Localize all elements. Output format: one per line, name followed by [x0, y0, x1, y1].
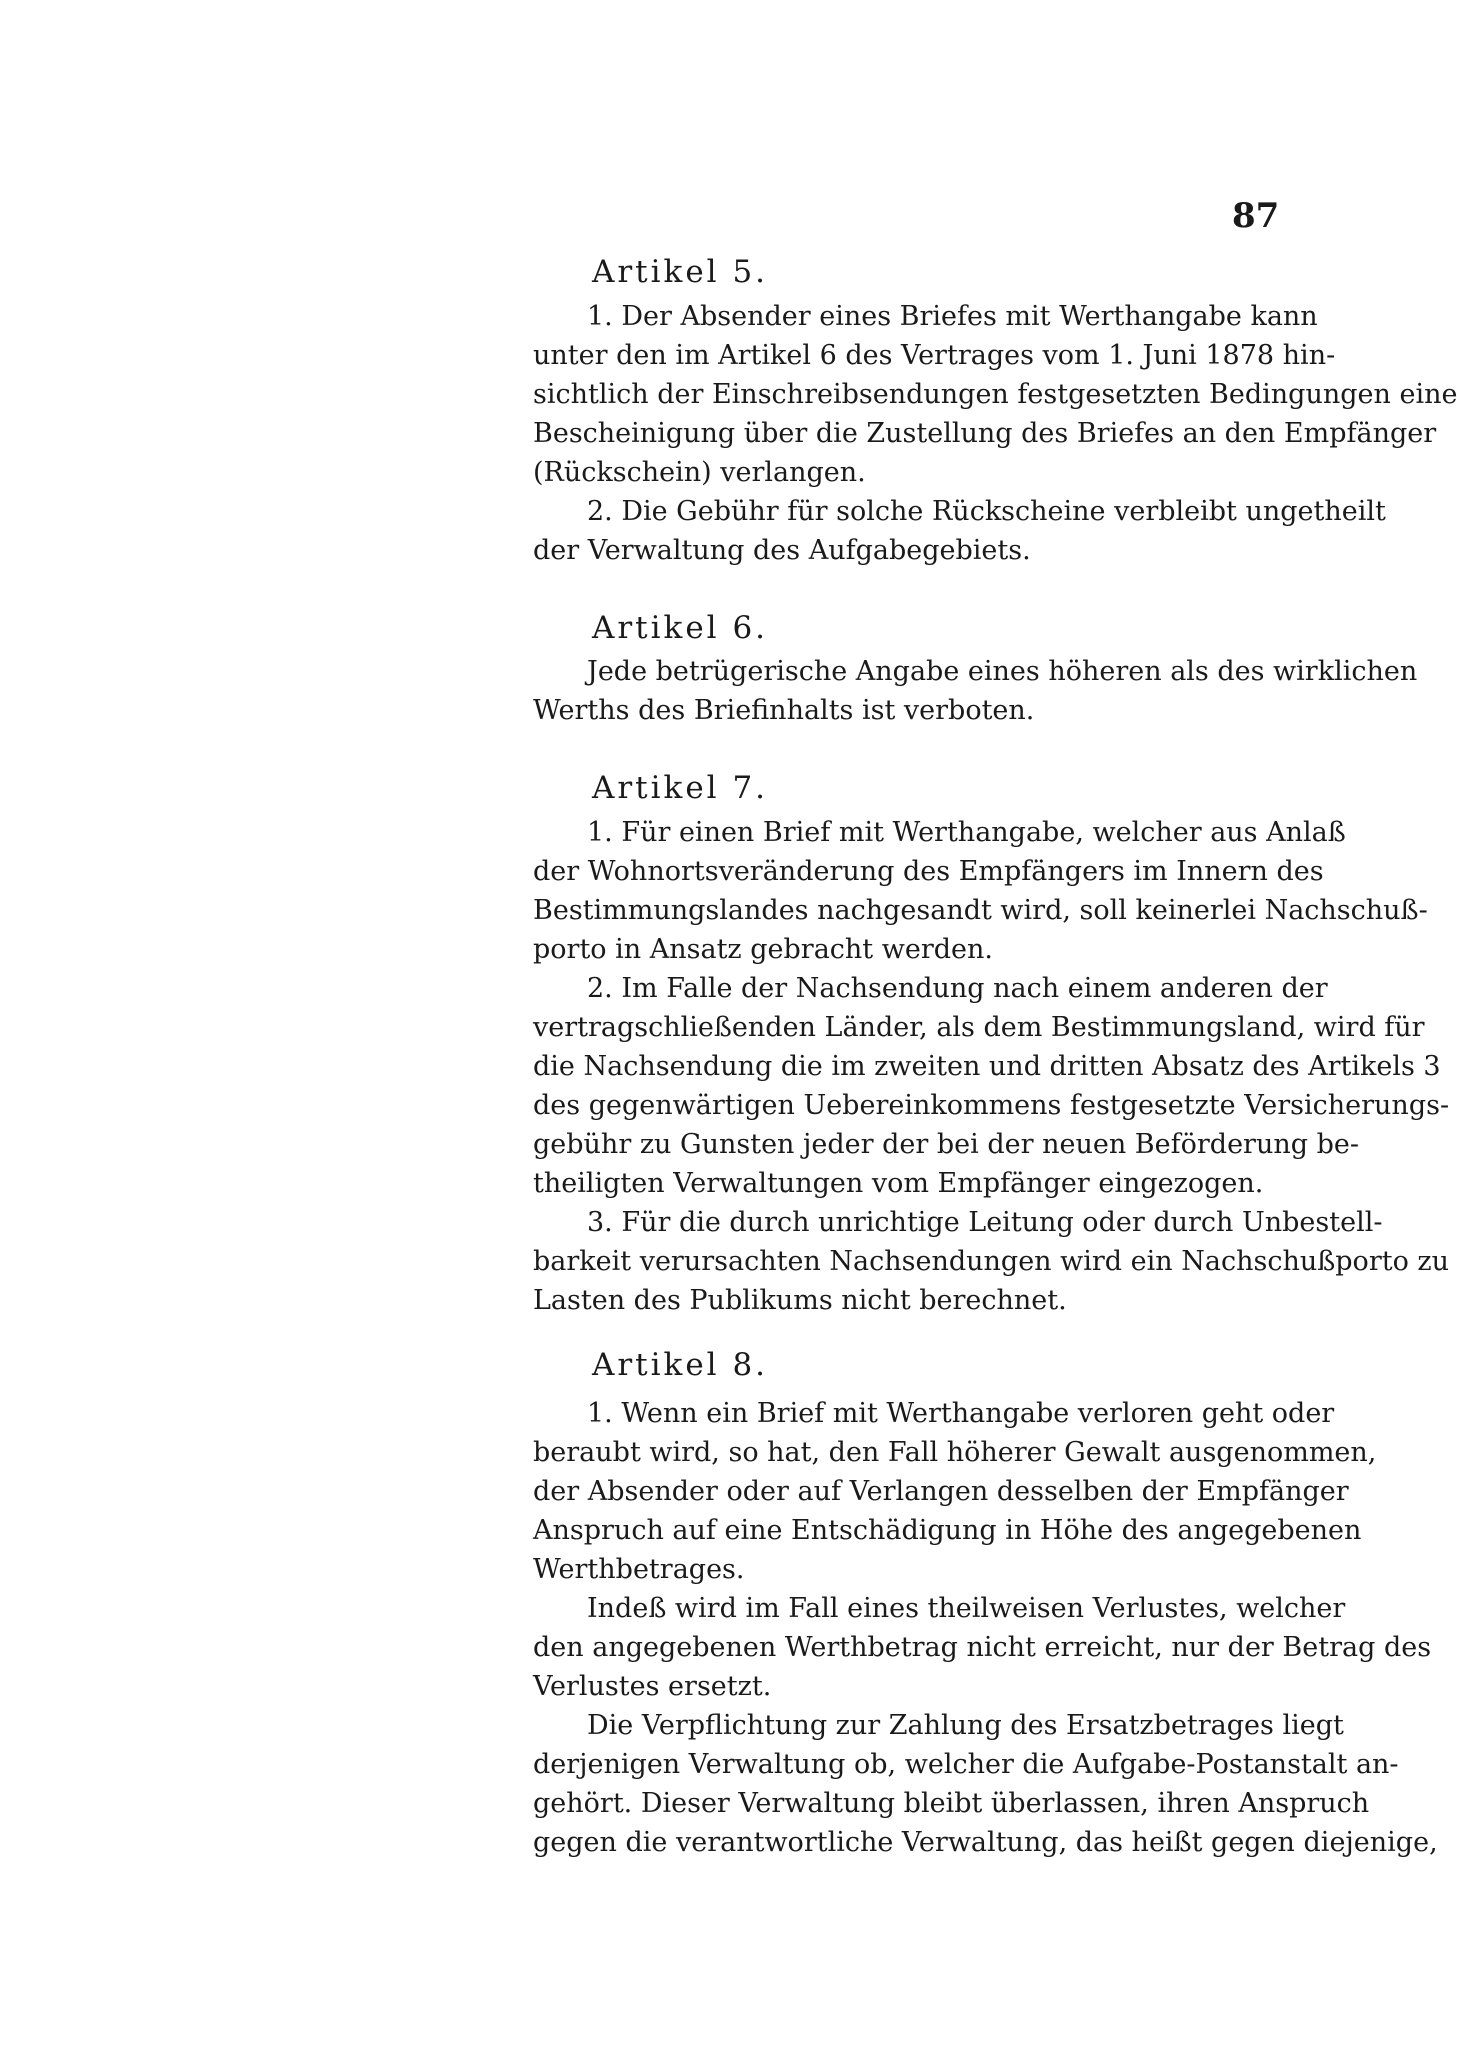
text-line: 3. Für die durch unrichtige Leitung oder durch Unbestell-: [587, 1207, 1383, 1238]
text-line: gegen die verantwortliche Verwaltung, das heißt gegen diejenige,: [533, 1827, 1438, 1858]
text-line: Bestimmungslandes nachgesandt wird, soll keinerlei Nachschuß-: [533, 895, 1428, 926]
text-line: beraubt wird, so hat, den Fall höherer Gewalt ausgenommen,: [533, 1437, 1377, 1468]
text-line: den angegebenen Werthbetrag nicht erreicht, nur der Betrag des: [533, 1632, 1432, 1663]
text-line: Die Verpflichtung zur Zahlung des Ersatzbetrages liegt: [587, 1710, 1344, 1741]
text-line: der Verwaltung des Aufgabegebiets.: [533, 535, 1031, 566]
text-line: Anspruch auf eine Entschädigung in Höhe des angegebenen: [533, 1515, 1362, 1546]
text-line: Bescheinigung über die Zustellung des Briefes an den Empfänger: [533, 418, 1437, 449]
text-line: unter den im Artikel 6 des Vertrages vom 1. Juni 1878 hin-: [533, 340, 1336, 371]
text-line: der Absender oder auf Verlangen desselben der Empfänger: [533, 1476, 1349, 1507]
text-line: 2. Im Falle der Nachsendung nach einem anderen der: [587, 973, 1328, 1004]
text-line: Verlustes ersetzt.: [533, 1671, 772, 1702]
text-line: der Wohnortsveränderung des Empfängers im Innern des: [533, 856, 1324, 887]
text-line: derjenigen Verwaltung ob, welcher die Aufgabe-Postanstalt an-: [533, 1749, 1399, 1780]
text-line: theiligten Verwaltungen vom Empfänger eingezogen.: [533, 1168, 1264, 1199]
article-6-body: [533, 652, 1418, 730]
article-5-body: [533, 297, 1457, 570]
article-8-body: [533, 1394, 1438, 1862]
text-line: gehört. Dieser Verwaltung bleibt überlassen, ihren Anspruch: [533, 1788, 1370, 1819]
text-line: Jede betrügerische Angabe eines höheren als des wirklichen: [587, 656, 1418, 687]
text-line: 1. Für einen Brief mit Werthangabe, welcher aus Anlaß: [587, 817, 1346, 848]
text-line: des gegenwärtigen Uebereinkommens festgesetzte Versicherungs-: [533, 1090, 1450, 1121]
text-line: barkeit verursachten Nachsendungen wird ein Nachschußporto zu: [533, 1246, 1450, 1277]
text-line: vertragschließenden Länder, als dem Bestimmungsland, wird für: [533, 1012, 1425, 1043]
text-line: porto in Ansatz gebracht werden.: [533, 934, 993, 965]
text-line: gebühr zu Gunsten jeder der bei der neuen Beförderung be-: [533, 1129, 1359, 1160]
text-line: Lasten des Publikums nicht berechnet.: [533, 1285, 1067, 1316]
article-7-body: [533, 813, 1450, 1320]
article-5-heading: Artikel 5.: [591, 254, 769, 290]
article-6-heading: Artikel 6.: [591, 610, 769, 646]
text-line: Indeß wird im Fall eines theilweisen Verlustes, welcher: [587, 1593, 1346, 1624]
text-line: (Rückschein) verlangen.: [533, 457, 866, 488]
text-line: 2. Die Gebühr für solche Rückscheine verbleibt ungetheilt: [587, 496, 1386, 527]
article-8-heading: Artikel 8.: [591, 1347, 769, 1383]
text-line: Werths des Briefinhalts ist verboten.: [533, 695, 1035, 726]
text-line: 1. Wenn ein Brief mit Werthangabe verloren geht oder: [587, 1398, 1335, 1429]
text-line: die Nachsendung die im zweiten und dritten Absatz des Artikels 3: [533, 1051, 1441, 1082]
page-number: 87: [1232, 196, 1280, 236]
article-7-heading: Artikel 7.: [591, 770, 769, 806]
text-line: 1. Der Absender eines Briefes mit Werthangabe kann: [587, 301, 1318, 332]
text-line: Werthbetrages.: [533, 1554, 745, 1585]
text-line: sichtlich der Einschreibsendungen festgesetzten Bedingungen eine: [533, 379, 1457, 410]
